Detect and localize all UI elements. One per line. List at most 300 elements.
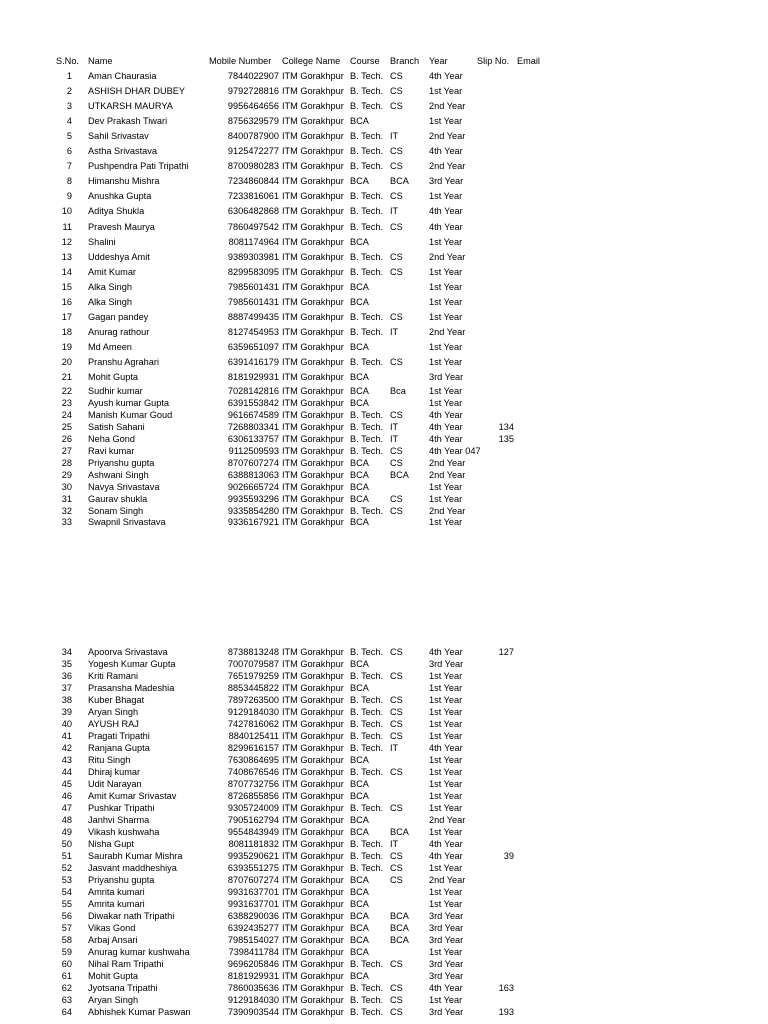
cell-name: Aryan Singh (88, 995, 139, 1005)
cell-sno: 54 (61, 887, 72, 897)
cell-mobile: 7234860844 (227, 176, 279, 187)
cell-year: 1st Year (429, 116, 463, 127)
cell-college: ITM Gorakhpur (282, 433, 344, 444)
cell-sno: 7 (66, 161, 72, 172)
cell-sno: 38 (61, 695, 72, 705)
table-row (0, 802, 768, 814)
cell-year: 1st Year (429, 311, 463, 322)
table-row (0, 160, 768, 172)
cell-name: Janhvi Sharma (88, 815, 150, 825)
table-row (0, 850, 768, 862)
cell-branch: CS (390, 875, 403, 885)
cell-mobile: 8299583095 (227, 266, 279, 277)
cell-college: ITM Gorakhpur (282, 372, 344, 382)
cell-mobile: 8081181832 (228, 839, 279, 849)
table-row (0, 421, 768, 433)
table-row (0, 296, 768, 308)
cell-branch: CS (390, 959, 403, 969)
cell-name: Pushkar Tripathi (88, 803, 155, 813)
table-row (0, 409, 768, 421)
cell-sno: 2 (66, 86, 72, 97)
cell-mobile: 6392435277 (227, 923, 279, 933)
cell-year: 1st Year (429, 803, 463, 813)
cell-mobile: 9129184030 (227, 995, 279, 1005)
cell-sno: 36 (61, 671, 72, 681)
cell-branch: CS (390, 995, 403, 1005)
cell-branch: CS (390, 863, 403, 873)
cell-name: Anurag rathour (88, 326, 150, 337)
cell-mobile: 6388813063 (227, 469, 279, 480)
table-row (0, 251, 768, 263)
cell-name: Shalini (88, 236, 116, 247)
cell-branch: IT (390, 421, 399, 432)
cell-course: B. Tech. (350, 743, 384, 753)
cell-sno: 21 (61, 372, 72, 382)
table-row (0, 718, 768, 730)
cell-course: BCA (350, 947, 369, 957)
cell-college: ITM Gorakhpur (282, 671, 344, 681)
cell-year: 4th Year (429, 421, 463, 432)
cell-year: 3rd Year (429, 911, 464, 921)
cell-name: Nisha Gupt (88, 839, 134, 849)
cell-mobile: 6388290036 (227, 911, 279, 921)
cell-name: Manish Kumar Goud (88, 409, 173, 420)
cell-mobile: 7985601431 (227, 281, 279, 292)
cell-mobile: 9935290621 (227, 851, 279, 861)
cell-year: 3rd Year (429, 176, 464, 187)
cell-branch: Bca (390, 386, 406, 396)
cell-college: ITM Gorakhpur (282, 887, 344, 897)
table-row (0, 493, 768, 505)
cell-sno: 9 (66, 191, 72, 202)
table-row (0, 922, 768, 934)
cell-name: Nihal Ram Tripathi (88, 959, 164, 969)
cell-college: ITM Gorakhpur (282, 206, 344, 217)
cell-course: BCA (350, 372, 369, 382)
cell-course: B. Tech. (350, 311, 384, 322)
cell-sno: 3 (66, 101, 72, 112)
cell-branch: CS (390, 647, 403, 657)
cell-branch: BCA (390, 827, 409, 837)
cell-sno: 28 (61, 457, 72, 468)
cell-sno: 60 (61, 959, 72, 969)
table-row (0, 481, 768, 493)
cell-branch: IT (390, 743, 399, 753)
cell-year: 3rd Year (429, 923, 464, 933)
cell-course: B. Tech. (350, 409, 384, 420)
cell-sno: 62 (61, 983, 72, 993)
cell-name: Dhiraj kumar (88, 767, 141, 777)
table-row (0, 433, 768, 445)
cell-mobile: 7897263500 (227, 695, 279, 705)
cell-mobile: 7985154027 (227, 935, 279, 945)
cell-year: 1st Year (429, 341, 463, 352)
cell-college: ITM Gorakhpur (282, 191, 344, 202)
cell-college: ITM Gorakhpur (282, 683, 344, 693)
cell-name: Aman Chaurasia (88, 71, 157, 81)
cell-branch: CS (390, 767, 403, 777)
table-row (0, 910, 768, 922)
cell-mobile: 9554843949 (227, 827, 279, 837)
cell-course: BCA (350, 755, 369, 765)
cell-course: B. Tech. (350, 983, 384, 993)
cell-branch: IT (390, 433, 399, 444)
cell-college: ITM Gorakhpur (282, 397, 344, 408)
cell-branch: BCA (390, 469, 409, 480)
cell-name: Arbaj Ansari (88, 935, 138, 945)
cell-course: B. Tech. (350, 101, 384, 112)
cell-mobile: 7233816061 (227, 191, 279, 202)
cell-branch: CS (390, 311, 403, 322)
cell-sno: 32 (61, 505, 72, 516)
cell-branch: CS (390, 71, 403, 81)
cell-branch: CS (390, 86, 403, 97)
cell-year: 3rd Year (429, 935, 464, 945)
header-year: Year (429, 56, 448, 66)
cell-mobile: 7985601431 (227, 296, 279, 307)
cell-name: Abhishek Kumar Paswan (88, 1007, 191, 1017)
cell-course: BCA (350, 815, 369, 825)
cell-branch: CS (390, 505, 403, 516)
cell-college: ITM Gorakhpur (282, 161, 344, 172)
cell-sno: 51 (61, 851, 72, 861)
cell-course: BCA (350, 827, 369, 837)
cell-name: UTKARSH MAURYA (88, 101, 173, 112)
cell-college: ITM Gorakhpur (282, 311, 344, 322)
table-row (0, 145, 768, 157)
table-row (0, 778, 768, 790)
cell-slip: 134 (498, 421, 514, 432)
table-row (0, 221, 768, 233)
cell-college: ITM Gorakhpur (282, 959, 344, 969)
cell-sno: 24 (61, 409, 72, 420)
cell-branch: IT (390, 131, 399, 142)
cell-name: Alka Singh (88, 281, 132, 292)
cell-course: B. Tech. (350, 647, 384, 657)
cell-sno: 43 (61, 755, 72, 765)
cell-name: Pushpendra Pati Tripathi (88, 161, 189, 172)
cell-mobile: 7398411784 (228, 947, 279, 957)
cell-course: BCA (350, 176, 369, 187)
cell-mobile: 8887499435 (227, 311, 279, 322)
cell-sno: 37 (61, 683, 72, 693)
cell-sno: 33 (61, 517, 72, 528)
cell-college: ITM Gorakhpur (282, 803, 344, 813)
cell-course: B. Tech. (350, 695, 384, 705)
cell-sno: 63 (61, 995, 72, 1005)
cell-sno: 34 (61, 647, 72, 657)
cell-course: BCA (350, 971, 369, 981)
cell-college: ITM Gorakhpur (282, 899, 344, 909)
cell-year: 1st Year (429, 755, 463, 765)
cell-year: 2nd Year (429, 131, 466, 142)
cell-mobile: 7630864695 (227, 755, 279, 765)
cell-branch: IT (390, 206, 399, 217)
cell-course: BCA (350, 281, 369, 292)
cell-mobile: 6359651097 (227, 341, 279, 352)
cell-year: 1st Year (429, 887, 463, 897)
cell-course: B. Tech. (350, 995, 384, 1005)
cell-mobile: 7860035636 (227, 983, 279, 993)
cell-sno: 59 (61, 947, 72, 957)
cell-name: Priyanshu gupta (88, 457, 155, 468)
cell-mobile: 9696205846 (227, 959, 279, 969)
cell-name: AYUSH RAJ (88, 719, 139, 729)
cell-sno: 17 (61, 311, 72, 322)
table-row (0, 356, 768, 368)
cell-sno: 11 (62, 221, 72, 232)
table-row (0, 958, 768, 970)
cell-year: 4th Year 047 (429, 445, 481, 456)
cell-college: ITM Gorakhpur (282, 1007, 344, 1017)
cell-course: BCA (350, 899, 369, 909)
cell-branch: CS (390, 493, 403, 504)
cell-course: B. Tech. (350, 719, 384, 729)
cell-branch: BCA (390, 911, 409, 921)
cell-mobile: 6306133757 (227, 433, 279, 444)
cell-sno: 40 (61, 719, 72, 729)
cell-course: BCA (350, 791, 369, 801)
cell-course: BCA (350, 517, 369, 528)
cell-sno: 10 (61, 206, 72, 217)
cell-college: ITM Gorakhpur (282, 281, 344, 292)
cell-mobile: 7028142816 (227, 386, 279, 396)
cell-branch: CS (390, 266, 403, 277)
cell-year: 4th Year (429, 647, 463, 657)
table-row (0, 326, 768, 338)
header-sno: S.No. (56, 56, 79, 66)
cell-sno: 57 (61, 923, 72, 933)
cell-year: 3rd Year (429, 372, 464, 382)
cell-slip: 163 (498, 983, 514, 993)
cell-college: ITM Gorakhpur (282, 469, 344, 480)
table-row (0, 754, 768, 766)
cell-course: B. Tech. (350, 421, 384, 432)
cell-course: BCA (350, 659, 369, 669)
cell-college: ITM Gorakhpur (282, 839, 344, 849)
cell-course: BCA (350, 386, 369, 396)
cell-year: 3rd Year (429, 1007, 464, 1017)
cell-college: ITM Gorakhpur (282, 707, 344, 717)
cell-slip: 39 (503, 851, 514, 861)
cell-mobile: 6306482868 (227, 206, 279, 217)
cell-year: 4th Year (429, 839, 463, 849)
table-row (0, 970, 768, 982)
cell-year: 2nd Year (429, 815, 466, 825)
cell-name: Amit Kumar (88, 266, 136, 277)
cell-sno: 22 (61, 386, 72, 396)
table-row (0, 371, 768, 383)
cell-course: BCA (350, 683, 369, 693)
cell-course: B. Tech. (350, 707, 384, 717)
cell-branch: CS (390, 671, 403, 681)
cell-name: Yogesh Kumar Gupta (88, 659, 176, 669)
cell-sno: 55 (61, 899, 72, 909)
cell-branch: CS (390, 221, 403, 232)
cell-mobile: 7268803341 (227, 421, 279, 432)
cell-college: ITM Gorakhpur (282, 983, 344, 993)
cell-college: ITM Gorakhpur (282, 341, 344, 352)
cell-branch: CS (390, 457, 403, 468)
cell-college: ITM Gorakhpur (282, 131, 344, 142)
cell-year: 1st Year (429, 266, 463, 277)
cell-sno: 42 (61, 743, 72, 753)
cell-sno: 30 (61, 481, 72, 492)
cell-mobile: 6393551275 (227, 863, 279, 873)
cell-college: ITM Gorakhpur (282, 457, 344, 468)
cell-course: B. Tech. (350, 445, 384, 456)
cell-branch: BCA (390, 923, 409, 933)
cell-name: Neha Gond (88, 433, 135, 444)
cell-mobile: 8707607274 (227, 875, 279, 885)
cell-sno: 53 (61, 875, 72, 885)
table-row (0, 175, 768, 187)
cell-name: Himanshu Mishra (88, 176, 160, 187)
cell-course: B. Tech. (350, 206, 384, 217)
cell-course: BCA (350, 779, 369, 789)
cell-year: 1st Year (429, 386, 463, 396)
cell-sno: 6 (66, 146, 72, 157)
cell-college: ITM Gorakhpur (282, 863, 344, 873)
cell-name: Amit Kumar Srivastav (88, 791, 177, 801)
table-row (0, 457, 768, 469)
cell-mobile: 8853445822 (227, 683, 279, 693)
cell-sno: 26 (61, 433, 72, 444)
cell-sno: 23 (61, 397, 72, 408)
table-row (0, 742, 768, 754)
cell-year: 3rd Year (429, 971, 464, 981)
cell-sno: 35 (61, 659, 72, 669)
cell-sno: 13 (61, 251, 72, 262)
table-row (0, 946, 768, 958)
cell-year: 1st Year (429, 493, 463, 504)
cell-mobile: 9931637701 (227, 887, 279, 897)
cell-mobile: 9956464656 (227, 101, 279, 112)
cell-college: ITM Gorakhpur (282, 695, 344, 705)
cell-branch: IT (390, 326, 399, 337)
table-row (0, 670, 768, 682)
cell-year: 1st Year (429, 779, 463, 789)
table-row (0, 100, 768, 112)
cell-name: Diwakar nath Tripathi (88, 911, 175, 921)
cell-sno: 41 (61, 731, 72, 741)
table-row (0, 397, 768, 409)
cell-sno: 14 (61, 266, 72, 277)
cell-mobile: 7007079587 (227, 659, 279, 669)
table-row (0, 682, 768, 694)
cell-name: Vikash kushwaha (88, 827, 160, 837)
cell-branch: BCA (390, 935, 409, 945)
cell-sno: 5 (66, 131, 72, 142)
table-row (0, 266, 768, 278)
cell-year: 4th Year (429, 146, 463, 157)
cell-year: 1st Year (429, 947, 463, 957)
cell-sno: 50 (61, 839, 72, 849)
cell-name: Jasvant maddheshiya (88, 863, 177, 873)
table-row (0, 1006, 768, 1018)
cell-year: 2nd Year (429, 457, 466, 468)
cell-mobile: 9335854280 (227, 505, 279, 516)
cell-sno: 44 (61, 767, 72, 777)
cell-year: 1st Year (429, 683, 463, 693)
cell-course: B. Tech. (350, 863, 384, 873)
cell-mobile: 9336167921 (227, 517, 279, 528)
table-row (0, 838, 768, 850)
cell-course: BCA (350, 296, 369, 307)
cell-college: ITM Gorakhpur (282, 659, 344, 669)
table-row (0, 190, 768, 202)
cell-mobile: 8400787900 (227, 131, 279, 142)
cell-sno: 61 (61, 971, 72, 981)
cell-course: B. Tech. (350, 839, 384, 849)
cell-mobile: 9112509593 (228, 445, 279, 456)
cell-year: 1st Year (429, 695, 463, 705)
cell-mobile: 9389303981 (227, 251, 279, 262)
cell-college: ITM Gorakhpur (282, 815, 344, 825)
cell-course: B. Tech. (350, 251, 384, 262)
cell-branch: CS (390, 803, 403, 813)
cell-college: ITM Gorakhpur (282, 71, 344, 81)
cell-sno: 64 (61, 1007, 72, 1017)
cell-name: Astha Srivastava (88, 146, 157, 157)
cell-course: B. Tech. (350, 71, 384, 81)
cell-mobile: 8299616157 (227, 743, 279, 753)
cell-mobile: 7860497542 (227, 221, 279, 232)
header-slip: Slip No. (477, 56, 510, 66)
cell-course: BCA (350, 935, 369, 945)
cell-year: 1st Year (429, 707, 463, 717)
cell-mobile: 9129184030 (227, 707, 279, 717)
cell-mobile: 9616674589 (227, 409, 279, 420)
cell-course: B. Tech. (350, 131, 384, 142)
cell-year: 4th Year (429, 433, 463, 444)
cell-name: Swapnil Srivastava (88, 517, 166, 528)
table-row (0, 982, 768, 994)
cell-college: ITM Gorakhpur (282, 176, 344, 187)
cell-sno: 12 (61, 236, 72, 247)
table-row (0, 311, 768, 323)
table-row (0, 385, 768, 397)
header-email: Email (517, 56, 540, 66)
header-name: Name (88, 56, 113, 66)
table-row (0, 341, 768, 353)
table-row (0, 862, 768, 874)
cell-mobile: 8181929931 (227, 372, 279, 382)
cell-mobile: 9792728816 (227, 86, 279, 97)
cell-course: BCA (350, 341, 369, 352)
cell-year: 1st Year (429, 863, 463, 873)
cell-course: BCA (350, 481, 369, 492)
cell-year: 1st Year (429, 767, 463, 777)
cell-name: Udit Narayan (88, 779, 142, 789)
cell-college: ITM Gorakhpur (282, 221, 344, 232)
cell-course: BCA (350, 236, 369, 247)
cell-college: ITM Gorakhpur (282, 266, 344, 277)
cell-course: B. Tech. (350, 505, 384, 516)
cell-college: ITM Gorakhpur (282, 935, 344, 945)
cell-sno: 16 (61, 296, 72, 307)
cell-year: 1st Year (429, 827, 463, 837)
cell-course: BCA (350, 493, 369, 504)
cell-college: ITM Gorakhpur (282, 743, 344, 753)
cell-sno: 31 (61, 493, 72, 504)
cell-year: 2nd Year (429, 505, 466, 516)
cell-name: Sudhir kumar (88, 386, 143, 396)
cell-name: Sahil Srivastav (88, 131, 149, 142)
cell-name: Gagan pandey (88, 311, 149, 322)
cell-course: B. Tech. (350, 731, 384, 741)
cell-year: 4th Year (429, 851, 463, 861)
